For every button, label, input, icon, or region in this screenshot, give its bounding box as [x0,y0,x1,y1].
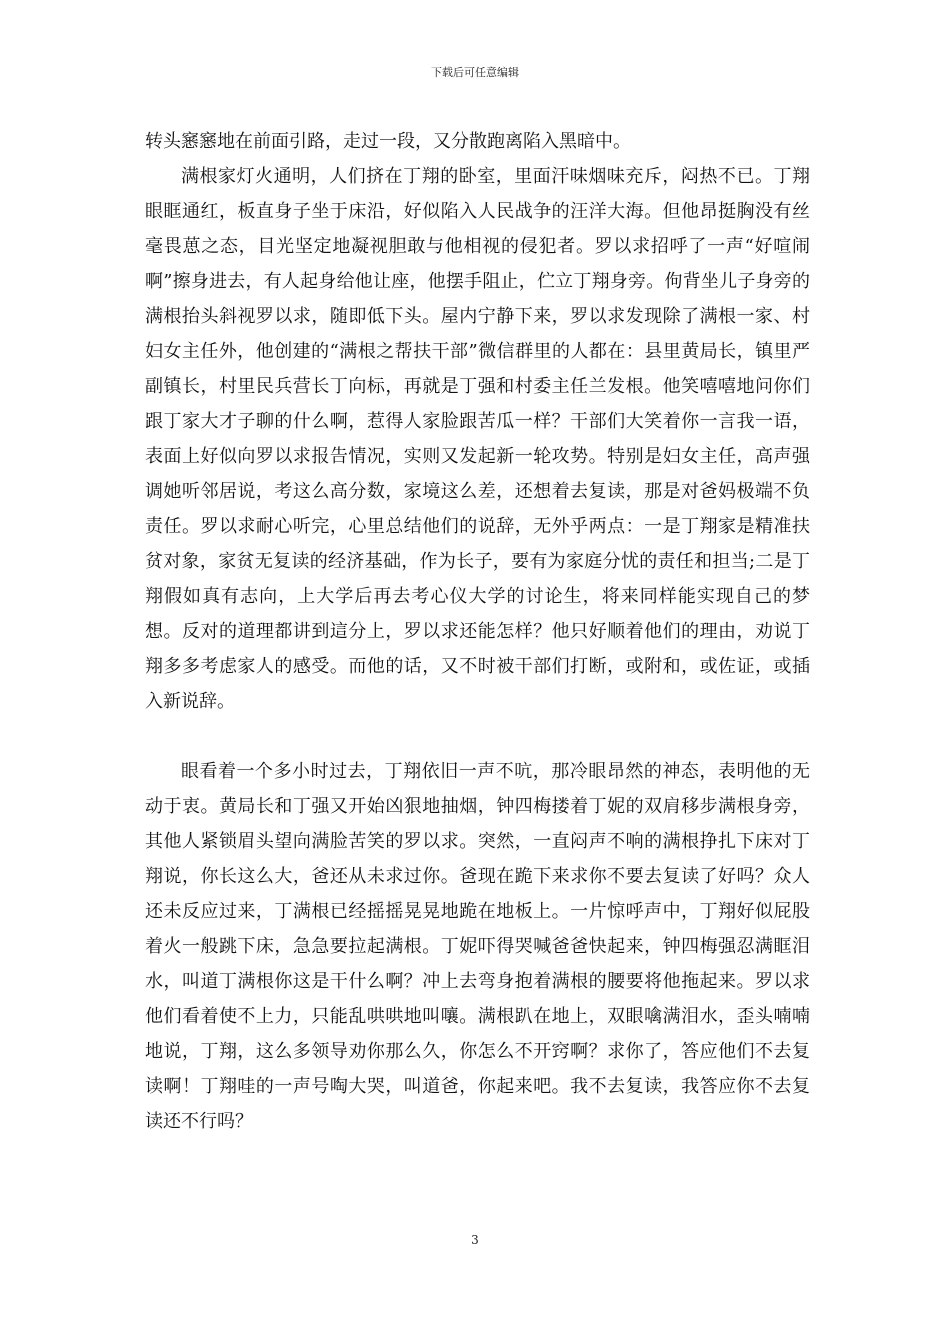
paragraph-continuation: 转头窸窸地在前面引路，走过一段，又分散跑离陷入黑暗中。 [145,131,631,152]
document-body [145,124,810,1139]
paragraph-kneeling: 眼看着一个多小时过去，丁翔依旧一声不吭，那冷眼昂然的神态，表明他的无动于衷。黄局长和丁强又开始凶狠地抽烟，钟四梅搂着丁妮的双肩移步满根身旁，其他人紧锁眉头望向满脸苦笑的罗以求。突然，一直闷声不响的满根挣扎下床对丁翔说，你长这么大，爸还从未求过你。爸现在跪下来求你不要去复读了好吗？众人还未反应过来，丁满根已经摇摇晃晃地跪在地板上。一片惊呼声中，丁翔好似屁股着火一般跳下床，急急要拉起满根。丁妮吓得哭喊爸爸快起来，钟四梅强忍满眶泪水，叫道丁满根你这是干什么啊？冲上去弯身抱着满根的腰要将他拖起来。罗以求他们看着使不上力，只能乱哄哄地叫嚷。满根趴在地上，双眼噙满泪水，歪头喃喃地说，丁翔，这么多领导劝你那么久，你怎么不开窍啊？求你了，答应他们不去复读啊！丁翔哇的一声号啕大哭，叫道爸，你起来吧。我不去复读，我答应你不去复读还不行吗？ [145,761,810,1132]
page-header-note: 下载后可任意编辑 [431,66,519,79]
page-number: 3 [471,1233,479,1247]
paragraph-manggen-home: 满根家灯火通明，人们挤在丁翔的卧室，里面汗味烟味充斥，闷热不已。丁翔眼眶通红，板直身子坐于床沿，好似陷入人民战争的汪洋大海。但他昂挺胸没有丝毫畏葸之态，目光坚定地凝视胆敢与他相视的侵犯者。罗以求招呼了一声“好喧闹啊”擦身进去，有人起身给他让座，他摆手阻止，伫立丁翔身旁。佝背坐儿子身旁的满根抬头斜视罗以求，随即低下头。屋内宁静下来，罗以求发现除了满根一家、村妇女主任外，他创建的“满根之帮扶干部”微信群里的人都在：县里黄局长，镇里严副镇长，村里民兵营长丁向标，再就是丁强和村委主任兰发根。他笑嘻嘻地问你们跟丁家大才子聊的什么啊，惹得人家脸跟苦瓜一样？干部们大笑着你一言我一语，表面上好似向罗以求报告情况，实则又发起新一轮攻势。特别是妇女主任，高声强调她听邻居说，考这么高分数，家境这么差，还想着去复读，那是对爸妈极端不负责任。罗以求耐心听完，心里总结他们的说辞，无外乎两点：一是丁翔家是精准扶贫对象，家贫无复读的经济基础，作为长子，要有为家庭分忧的责任和担当;二是丁翔假如真有志向，上大学后再去考心仪大学的讨论生，将来同样能实现自己的梦想。反对的道理都讲到這分上，罗以求还能怎样？他只好顺着他们的理由，劝说丁翔多多考虑家人的感受。而他的话，又不时被干部们打断，或附和，或佐证，或插入新说辞。 [145,166,810,712]
paragraph-spacer [145,719,810,754]
